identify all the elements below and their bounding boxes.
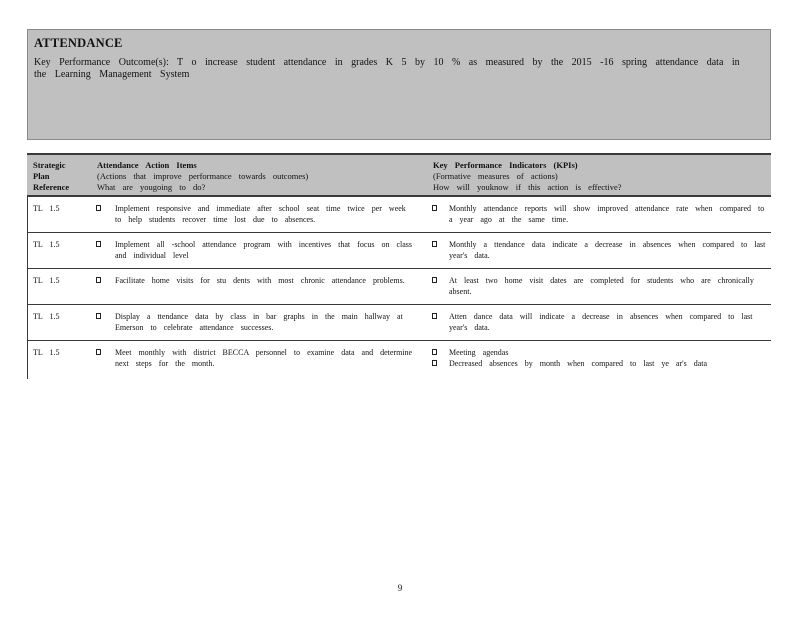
bullet-icon [96,347,105,356]
ref-header-line: Strategic [33,160,66,170]
bullet-icon [432,358,441,367]
column-header-kpis [433,160,763,193]
attendance-header-box [27,29,771,140]
kpi-header-subtitle: (Formative measures of actions) [433,171,558,181]
ref-header-line: Reference [33,182,70,192]
bullet-icon [96,311,105,320]
row-reference: TL 1.5 [33,204,60,213]
table-row [27,197,771,233]
attendance-table [27,153,771,377]
column-header-actions [97,160,387,193]
row-reference: TL 1.5 [33,312,60,321]
key-performance-outcome: Key Performance Outcome(s): T o increase student attendance in grades K 5 by 10 % as measured by the 2015 -16 spring attendance data in the Learning Management System [34,57,740,80]
row-reference: TL 1.5 [33,240,60,249]
table-header [27,153,771,197]
row-kpi: Decreased absences by month when compared to last ye ar's data [449,359,708,368]
row-reference: TL 1.5 [33,348,60,357]
bullet-icon [96,203,105,212]
table-row [27,233,771,269]
row-action: Implement all -school attendance program with incentives that focus on class and individual level [115,240,413,260]
row-kpi: Monthly attendance reports will show improved attendance rate when compared to a year ago at the same time. [449,204,765,224]
actions-header-title: Attendance Action Items [97,160,197,170]
ref-header-line: Plan [33,171,50,181]
actions-header-question: What are yougoing to do? [97,182,206,192]
bullet-icon [432,347,441,356]
actions-header-subtitle: (Actions that improve performance towards outcomes) [97,171,309,181]
table-row [27,305,771,341]
kpi-header-title: Key Performance Indicators (KPIs) [433,160,578,170]
bullet-icon [96,275,105,284]
row-action: Display a ttendance data by class in bar graphs in the main hallway at Emerson to celebrate attendance successes. [115,312,403,332]
page-number: 9 [397,583,403,593]
table-row [27,269,771,305]
column-header-reference [33,160,93,193]
row-action: Implement responsive and immediate after school seat time twice per week to help students recover time lost due to absences. [115,204,406,224]
section-title: ATTENDANCE [34,36,123,50]
kpi-header-question: How will youknow if this action is effective? [433,182,622,192]
bullet-icon [432,203,441,212]
bullet-icon [432,239,441,248]
row-kpi: At least two home visit dates are completed for students who are chronically absent. [449,276,754,296]
row-kpi: Meeting agendas [449,348,509,357]
row-action: Meet monthly with district BECCA personnel to examine data and determine next steps for the month. [115,348,413,368]
row-kpi: Atten dance data will indicate a decrease in absences when compared to last year's data. [449,312,753,332]
bullet-icon [432,275,441,284]
table-left-border [27,197,28,379]
table-row [27,341,771,377]
row-reference: TL 1.5 [33,276,60,285]
row-kpi: Monthly a ttendance data indicate a decrease in absences when compared to last year's data. [449,240,766,260]
bullet-icon [432,311,441,320]
bullet-icon [96,239,105,248]
row-action: Facilitate home visits for stu dents with most chronic attendance problems. [115,276,405,285]
